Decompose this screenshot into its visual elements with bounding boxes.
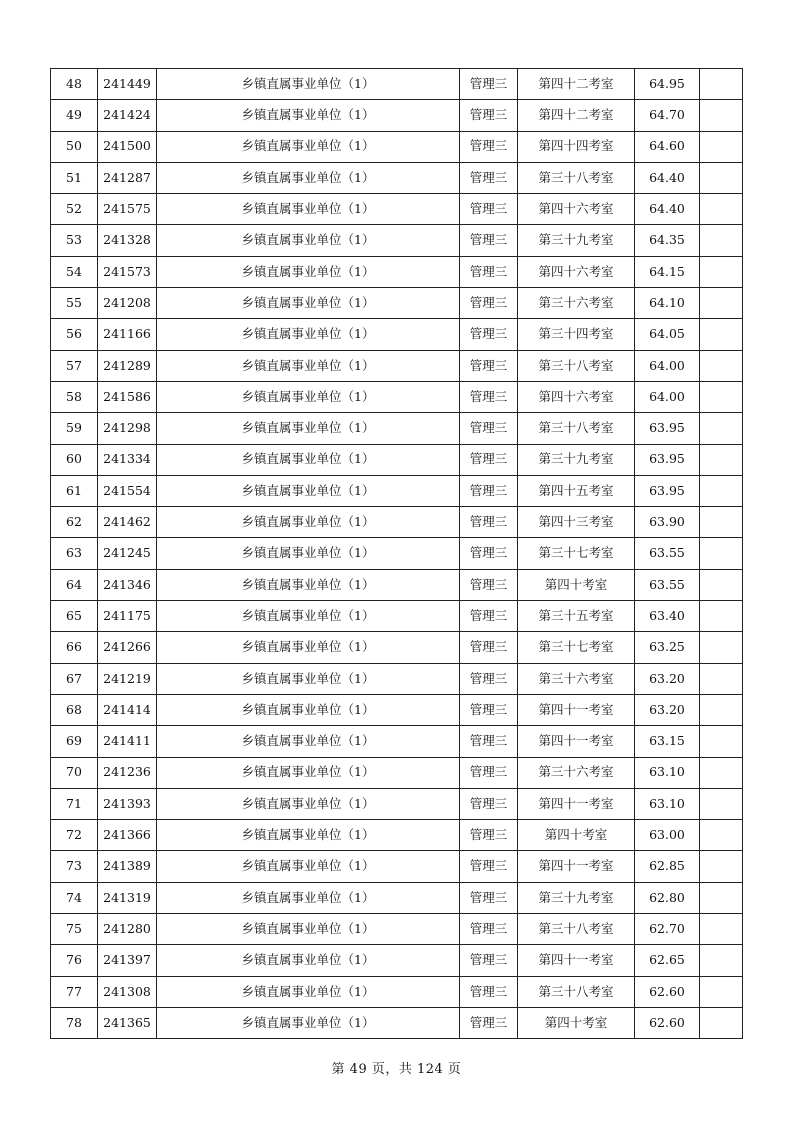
exam-room-cell: 第三十八考室 [518, 350, 635, 381]
exam-room-cell: 第四十四考室 [518, 131, 635, 162]
table-row [51, 788, 743, 819]
score-cell: 63.95 [635, 413, 700, 444]
table-row [51, 757, 743, 788]
candidate-id-cell: 241414 [98, 694, 157, 725]
score-cell: 63.10 [635, 757, 700, 788]
exam-room-cell: 第三十六考室 [518, 663, 635, 694]
unit-name-cell: 乡镇直属事业单位（1） [157, 538, 460, 569]
unit-name-cell: 乡镇直属事业单位（1） [157, 945, 460, 976]
table-row [51, 694, 743, 725]
unit-name-cell: 乡镇直属事业单位（1） [157, 694, 460, 725]
exam-room-cell: 第三十七考室 [518, 538, 635, 569]
candidate-id-cell: 241346 [98, 569, 157, 600]
position-cell: 管理三 [460, 413, 518, 444]
candidate-id-cell: 241245 [98, 538, 157, 569]
table-row [51, 288, 743, 319]
candidate-id-cell: 241575 [98, 194, 157, 225]
table-row [51, 914, 743, 945]
candidate-id-cell: 241500 [98, 131, 157, 162]
unit-name-cell: 乡镇直属事业单位（1） [157, 851, 460, 882]
score-cell: 64.10 [635, 288, 700, 319]
unit-name-cell: 乡镇直属事业单位（1） [157, 882, 460, 913]
unit-name-cell: 乡镇直属事业单位（1） [157, 976, 460, 1007]
position-cell: 管理三 [460, 131, 518, 162]
position-cell: 管理三 [460, 976, 518, 1007]
candidate-id-cell: 241365 [98, 1007, 157, 1038]
exam-room-cell: 第四十一考室 [518, 788, 635, 819]
remark-cell [700, 319, 743, 350]
candidate-id-cell: 241289 [98, 350, 157, 381]
remark-cell [700, 381, 743, 412]
score-cell: 63.55 [635, 538, 700, 569]
exam-room-cell: 第四十六考室 [518, 381, 635, 412]
remark-cell [700, 694, 743, 725]
remark-cell [700, 757, 743, 788]
position-cell: 管理三 [460, 225, 518, 256]
row-index-cell: 67 [51, 663, 98, 694]
remark-cell [700, 663, 743, 694]
row-index-cell: 77 [51, 976, 98, 1007]
unit-name-cell: 乡镇直属事业单位（1） [157, 475, 460, 506]
position-cell: 管理三 [460, 507, 518, 538]
unit-name-cell: 乡镇直属事业单位（1） [157, 225, 460, 256]
row-index-cell: 50 [51, 131, 98, 162]
remark-cell [700, 945, 743, 976]
position-cell: 管理三 [460, 162, 518, 193]
row-index-cell: 60 [51, 444, 98, 475]
candidate-id-cell: 241298 [98, 413, 157, 444]
position-cell: 管理三 [460, 288, 518, 319]
unit-name-cell: 乡镇直属事业单位（1） [157, 757, 460, 788]
candidate-id-cell: 241266 [98, 632, 157, 663]
unit-name-cell: 乡镇直属事业单位（1） [157, 820, 460, 851]
unit-name-cell: 乡镇直属事业单位（1） [157, 507, 460, 538]
exam-room-cell: 第三十五考室 [518, 601, 635, 632]
position-cell: 管理三 [460, 820, 518, 851]
unit-name-cell: 乡镇直属事业单位（1） [157, 319, 460, 350]
position-cell: 管理三 [460, 444, 518, 475]
row-index-cell: 59 [51, 413, 98, 444]
remark-cell [700, 162, 743, 193]
score-cell: 63.90 [635, 507, 700, 538]
remark-cell [700, 413, 743, 444]
unit-name-cell: 乡镇直属事业单位（1） [157, 569, 460, 600]
candidate-id-cell: 241393 [98, 788, 157, 819]
unit-name-cell: 乡镇直属事业单位（1） [157, 788, 460, 819]
unit-name-cell: 乡镇直属事业单位（1） [157, 726, 460, 757]
row-index-cell: 72 [51, 820, 98, 851]
exam-room-cell: 第三十八考室 [518, 413, 635, 444]
row-index-cell: 68 [51, 694, 98, 725]
exam-room-cell: 第三十九考室 [518, 882, 635, 913]
candidate-id-cell: 241366 [98, 820, 157, 851]
remark-cell [700, 288, 743, 319]
table-row [51, 225, 743, 256]
table-row [51, 601, 743, 632]
position-cell: 管理三 [460, 726, 518, 757]
table-row [51, 820, 743, 851]
remark-cell [700, 538, 743, 569]
exam-room-cell: 第四十二考室 [518, 69, 635, 100]
candidate-id-cell: 241328 [98, 225, 157, 256]
row-index-cell: 53 [51, 225, 98, 256]
row-index-cell: 74 [51, 882, 98, 913]
exam-room-cell: 第四十考室 [518, 1007, 635, 1038]
remark-cell [700, 100, 743, 131]
table-row [51, 569, 743, 600]
score-cell: 64.15 [635, 256, 700, 287]
exam-room-cell: 第四十一考室 [518, 726, 635, 757]
row-index-cell: 62 [51, 507, 98, 538]
position-cell: 管理三 [460, 882, 518, 913]
unit-name-cell: 乡镇直属事业单位（1） [157, 256, 460, 287]
row-index-cell: 51 [51, 162, 98, 193]
unit-name-cell: 乡镇直属事业单位（1） [157, 601, 460, 632]
exam-room-cell: 第四十六考室 [518, 194, 635, 225]
unit-name-cell: 乡镇直属事业单位（1） [157, 632, 460, 663]
position-cell: 管理三 [460, 694, 518, 725]
remark-cell [700, 788, 743, 819]
table-row [51, 69, 743, 100]
remark-cell [700, 632, 743, 663]
candidate-id-cell: 241449 [98, 69, 157, 100]
position-cell: 管理三 [460, 945, 518, 976]
score-cell: 64.35 [635, 225, 700, 256]
exam-room-cell: 第四十二考室 [518, 100, 635, 131]
row-index-cell: 65 [51, 601, 98, 632]
remark-cell [700, 444, 743, 475]
candidate-id-cell: 241208 [98, 288, 157, 319]
exam-room-cell: 第三十六考室 [518, 288, 635, 319]
page-number-footer: 第 49 页，共 124 页 [331, 1062, 462, 1077]
results-table-body [51, 69, 743, 1039]
row-index-cell: 69 [51, 726, 98, 757]
table-row [51, 507, 743, 538]
unit-name-cell: 乡镇直属事业单位（1） [157, 288, 460, 319]
position-cell: 管理三 [460, 569, 518, 600]
unit-name-cell: 乡镇直属事业单位（1） [157, 663, 460, 694]
table-row [51, 726, 743, 757]
exam-room-cell: 第四十一考室 [518, 851, 635, 882]
row-index-cell: 58 [51, 381, 98, 412]
remark-cell [700, 851, 743, 882]
unit-name-cell: 乡镇直属事业单位（1） [157, 381, 460, 412]
results-table [50, 68, 743, 1039]
exam-room-cell: 第四十六考室 [518, 256, 635, 287]
position-cell: 管理三 [460, 69, 518, 100]
table-row [51, 663, 743, 694]
table-row [51, 976, 743, 1007]
table-row [51, 350, 743, 381]
candidate-id-cell: 241287 [98, 162, 157, 193]
score-cell: 64.70 [635, 100, 700, 131]
score-cell: 64.95 [635, 69, 700, 100]
score-cell: 63.15 [635, 726, 700, 757]
row-index-cell: 49 [51, 100, 98, 131]
score-cell: 63.20 [635, 694, 700, 725]
position-cell: 管理三 [460, 350, 518, 381]
remark-cell [700, 569, 743, 600]
position-cell: 管理三 [460, 381, 518, 412]
score-cell: 64.00 [635, 381, 700, 412]
score-cell: 63.95 [635, 444, 700, 475]
table-row [51, 632, 743, 663]
remark-cell [700, 194, 743, 225]
candidate-id-cell: 241166 [98, 319, 157, 350]
exam-room-cell: 第三十四考室 [518, 319, 635, 350]
position-cell: 管理三 [460, 319, 518, 350]
position-cell: 管理三 [460, 632, 518, 663]
row-index-cell: 56 [51, 319, 98, 350]
candidate-id-cell: 241319 [98, 882, 157, 913]
unit-name-cell: 乡镇直属事业单位（1） [157, 413, 460, 444]
unit-name-cell: 乡镇直属事业单位（1） [157, 162, 460, 193]
row-index-cell: 55 [51, 288, 98, 319]
remark-cell [700, 475, 743, 506]
table-row [51, 475, 743, 506]
table-row [51, 945, 743, 976]
candidate-id-cell: 241573 [98, 256, 157, 287]
candidate-id-cell: 241334 [98, 444, 157, 475]
row-index-cell: 78 [51, 1007, 98, 1038]
exam-room-cell: 第四十三考室 [518, 507, 635, 538]
position-cell: 管理三 [460, 256, 518, 287]
exam-room-cell: 第三十九考室 [518, 225, 635, 256]
row-index-cell: 75 [51, 914, 98, 945]
row-index-cell: 54 [51, 256, 98, 287]
remark-cell [700, 882, 743, 913]
position-cell: 管理三 [460, 788, 518, 819]
row-index-cell: 71 [51, 788, 98, 819]
position-cell: 管理三 [460, 851, 518, 882]
score-cell: 62.60 [635, 976, 700, 1007]
candidate-id-cell: 241397 [98, 945, 157, 976]
candidate-id-cell: 241236 [98, 757, 157, 788]
score-cell: 64.05 [635, 319, 700, 350]
score-cell: 63.10 [635, 788, 700, 819]
exam-room-cell: 第三十九考室 [518, 444, 635, 475]
row-index-cell: 76 [51, 945, 98, 976]
unit-name-cell: 乡镇直属事业单位（1） [157, 69, 460, 100]
row-index-cell: 64 [51, 569, 98, 600]
remark-cell [700, 131, 743, 162]
unit-name-cell: 乡镇直属事业单位（1） [157, 100, 460, 131]
table-row [51, 882, 743, 913]
score-cell: 64.40 [635, 162, 700, 193]
table-row [51, 131, 743, 162]
row-index-cell: 63 [51, 538, 98, 569]
score-cell: 62.80 [635, 882, 700, 913]
exam-room-cell: 第三十八考室 [518, 976, 635, 1007]
score-cell: 63.55 [635, 569, 700, 600]
remark-cell [700, 256, 743, 287]
position-cell: 管理三 [460, 757, 518, 788]
exam-room-cell: 第四十考室 [518, 569, 635, 600]
candidate-id-cell: 241586 [98, 381, 157, 412]
remark-cell [700, 350, 743, 381]
score-cell: 62.65 [635, 945, 700, 976]
exam-room-cell: 第四十一考室 [518, 694, 635, 725]
candidate-id-cell: 241424 [98, 100, 157, 131]
unit-name-cell: 乡镇直属事业单位（1） [157, 914, 460, 945]
remark-cell [700, 601, 743, 632]
candidate-id-cell: 241280 [98, 914, 157, 945]
candidate-id-cell: 241554 [98, 475, 157, 506]
table-row [51, 100, 743, 131]
table-row [51, 851, 743, 882]
exam-room-cell: 第三十八考室 [518, 914, 635, 945]
row-index-cell: 48 [51, 69, 98, 100]
remark-cell [700, 914, 743, 945]
candidate-id-cell: 241411 [98, 726, 157, 757]
candidate-id-cell: 241389 [98, 851, 157, 882]
position-cell: 管理三 [460, 1007, 518, 1038]
remark-cell [700, 726, 743, 757]
remark-cell [700, 820, 743, 851]
unit-name-cell: 乡镇直属事业单位（1） [157, 194, 460, 225]
score-cell: 62.70 [635, 914, 700, 945]
candidate-id-cell: 241175 [98, 601, 157, 632]
position-cell: 管理三 [460, 100, 518, 131]
position-cell: 管理三 [460, 194, 518, 225]
score-cell: 63.00 [635, 820, 700, 851]
table-row [51, 194, 743, 225]
table-row [51, 444, 743, 475]
score-cell: 62.60 [635, 1007, 700, 1038]
score-cell: 64.00 [635, 350, 700, 381]
row-index-cell: 66 [51, 632, 98, 663]
row-index-cell: 61 [51, 475, 98, 506]
score-cell: 63.25 [635, 632, 700, 663]
score-cell: 62.85 [635, 851, 700, 882]
exam-room-cell: 第四十五考室 [518, 475, 635, 506]
remark-cell [700, 225, 743, 256]
unit-name-cell: 乡镇直属事业单位（1） [157, 444, 460, 475]
candidate-id-cell: 241462 [98, 507, 157, 538]
unit-name-cell: 乡镇直属事业单位（1） [157, 1007, 460, 1038]
position-cell: 管理三 [460, 475, 518, 506]
score-cell: 63.95 [635, 475, 700, 506]
exam-room-cell: 第三十八考室 [518, 162, 635, 193]
exam-room-cell: 第三十七考室 [518, 632, 635, 663]
table-row [51, 162, 743, 193]
remark-cell [700, 1007, 743, 1038]
position-cell: 管理三 [460, 601, 518, 632]
exam-room-cell: 第三十六考室 [518, 757, 635, 788]
score-cell: 64.60 [635, 131, 700, 162]
score-cell: 63.20 [635, 663, 700, 694]
exam-room-cell: 第四十一考室 [518, 945, 635, 976]
remark-cell [700, 976, 743, 1007]
table-row [51, 256, 743, 287]
row-index-cell: 70 [51, 757, 98, 788]
table-row [51, 413, 743, 444]
position-cell: 管理三 [460, 663, 518, 694]
exam-room-cell: 第四十考室 [518, 820, 635, 851]
row-index-cell: 52 [51, 194, 98, 225]
score-cell: 64.40 [635, 194, 700, 225]
score-cell: 63.40 [635, 601, 700, 632]
candidate-id-cell: 241308 [98, 976, 157, 1007]
candidate-id-cell: 241219 [98, 663, 157, 694]
row-index-cell: 57 [51, 350, 98, 381]
table-row [51, 1007, 743, 1038]
position-cell: 管理三 [460, 538, 518, 569]
table-row [51, 381, 743, 412]
row-index-cell: 73 [51, 851, 98, 882]
table-row [51, 319, 743, 350]
remark-cell [700, 507, 743, 538]
table-row [51, 538, 743, 569]
unit-name-cell: 乡镇直属事业单位（1） [157, 350, 460, 381]
position-cell: 管理三 [460, 914, 518, 945]
remark-cell [700, 69, 743, 100]
unit-name-cell: 乡镇直属事业单位（1） [157, 131, 460, 162]
